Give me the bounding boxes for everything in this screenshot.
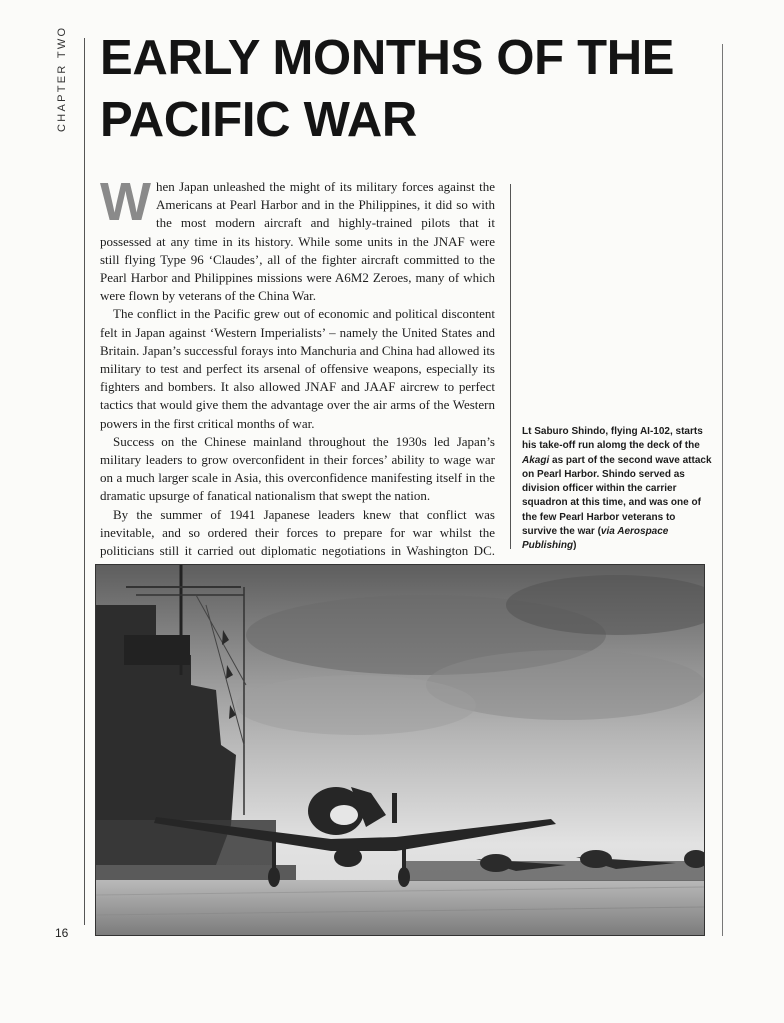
paragraph: Success on the Chinese mainland throughout the 1930s led Japan’s military leaders to grow overconfident in their forces’ ability to wage war on a much larger scale in Asia, this overconfidence manifesting itself in the dramatic upsurge of fanatical nationalism that swept the nation. bbox=[100, 433, 495, 504]
left-margin-rule bbox=[84, 38, 85, 925]
paragraph: By the summer of 1941 Japanese leaders knew that conflict was inevitable, and so ordered their forces to prepare for war whilst the politicians still it carried out diplomatic negotiations in Washington DC. bbox=[100, 506, 495, 559]
chapter-label: CHAPTER TWO bbox=[56, 25, 68, 132]
body-text bbox=[100, 172, 495, 578]
caption-text: as part of the second wave attack on Pearl Harbor. Shindo served as division officer within the carrier squadron at this time, and was one of the few Pearl Harbor veterans to survive the war ( bbox=[522, 454, 712, 538]
paragraph-text: hen Japan unleashed the might of its military forces against the Americans at Pearl Harbor and in the Philippines, it did so with the most modern aircraft and highly-trained pilots that it possessed at any time in its history. While some units in the JNAF were still flying Type 96 ‘Claudes’, all of the fighter aircraft committed to the Pearl Harbor and Philippines missions were A6M2 Zeroes, many of which were flown by veterans of the China War. bbox=[100, 179, 495, 304]
carrier-deck-photo bbox=[95, 564, 705, 936]
caption-credit: via Aerospace Publishing bbox=[522, 526, 669, 552]
paragraph bbox=[100, 172, 495, 305]
caption-text: Lt Saburo Shindo, flying AI-102, starts his take-off run alomg the deck of the bbox=[522, 426, 703, 452]
caption-ship-name: Akagi bbox=[522, 454, 550, 466]
right-margin-rule bbox=[722, 44, 723, 936]
page-title: EARLY MONTHS OF THE PACIFIC WAR bbox=[100, 31, 675, 147]
drop-cap: W bbox=[100, 172, 151, 232]
photo-illustration bbox=[96, 565, 705, 936]
caption-text: ) bbox=[573, 540, 577, 552]
page-number: 16 bbox=[55, 926, 69, 940]
column-divider bbox=[510, 184, 511, 549]
photo-caption bbox=[522, 425, 712, 554]
paragraph: The conflict in the Pacific grew out of economic and political discontent felt in Japan against ‘Western Imperialists’ – namely the United States and Britain. Japan’s successful forays into Manchuria and China had allowed its military to test and perfect its arsenal of offensive weapons, especially its fighters and bombers. It also allowed JNAF and JAAF aircrew to perfect tactics that would give them the advantage over the air arms of the Western powers in the first critical months of war. bbox=[100, 306, 495, 431]
